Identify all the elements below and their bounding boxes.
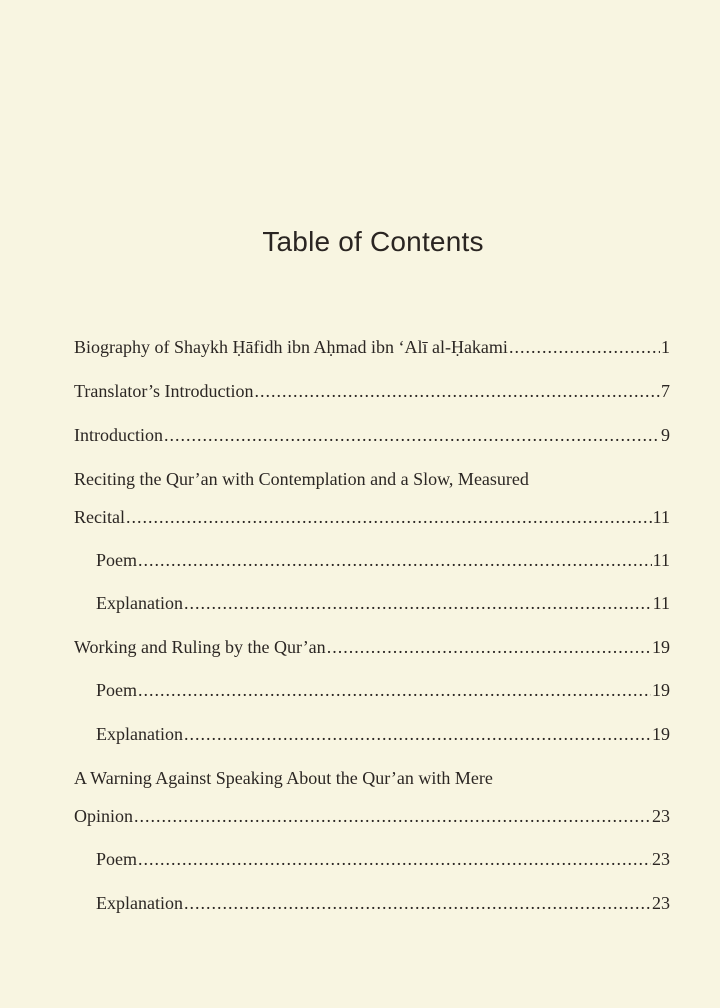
toc-page-number: 9 xyxy=(661,425,670,445)
toc-entry-label: Biography of Shaykh Ḥāfidh ibn Aḥmad ibn ‘Alī al-Ḥakami xyxy=(74,337,508,357)
toc-entry-working-and-ruling[interactable] xyxy=(74,637,670,663)
dot-leader xyxy=(134,806,651,827)
toc-entry-label: Recital xyxy=(74,507,125,527)
toc-entry-label: Explanation xyxy=(96,593,183,613)
toc-page-number: 1 xyxy=(661,337,670,357)
toc-entry-label: Introduction xyxy=(74,425,163,445)
dot-leader xyxy=(138,849,651,870)
toc-entry-translators-introduction[interactable] xyxy=(74,381,670,407)
toc-page-number: 7 xyxy=(661,381,670,401)
toc-entry-biography[interactable] xyxy=(74,337,670,363)
toc-subentry-explanation-1[interactable] xyxy=(96,593,670,619)
toc-page-number: 23 xyxy=(652,806,670,826)
toc-page-number: 19 xyxy=(652,724,670,744)
toc-entry-label: Opinion xyxy=(74,806,134,826)
dot-leader xyxy=(509,337,660,358)
toc-entry-reciting-line1[interactable]: Reciting the Qur’an with Contemplation and a Slow, Measured xyxy=(74,469,529,489)
dot-leader xyxy=(126,507,652,528)
toc-entry-label: Explanation xyxy=(96,893,183,913)
toc-page-number: 11 xyxy=(652,593,670,613)
toc-entry-label: Poem xyxy=(96,550,138,570)
dot-leader xyxy=(164,425,660,446)
toc-entry-label: Explanation xyxy=(96,724,183,744)
toc-page-number: 19 xyxy=(652,680,670,700)
toc-subentry-poem-1[interactable] xyxy=(96,550,670,576)
toc-subentry-explanation-2[interactable] xyxy=(96,724,670,750)
dot-leader xyxy=(255,381,661,402)
toc-subentry-explanation-3[interactable] xyxy=(96,893,670,919)
dot-leader xyxy=(184,893,651,914)
page-title: Table of Contents xyxy=(262,226,484,257)
toc-subentry-poem-3[interactable] xyxy=(96,849,670,875)
dot-leader xyxy=(138,550,652,571)
dot-leader xyxy=(138,680,651,701)
toc-page-number: 11 xyxy=(652,550,670,570)
toc-entry-warning[interactable] xyxy=(74,806,670,832)
dot-leader xyxy=(184,593,652,614)
toc-entry-warning-line1[interactable]: A Warning Against Speaking About the Qur’an with Mere xyxy=(74,768,493,788)
toc-page-number: 23 xyxy=(652,893,670,913)
toc-entry-introduction[interactable] xyxy=(74,425,670,451)
toc-entry-label: Translator’s Introduction xyxy=(74,381,254,401)
toc-entry-label: Working and Ruling by the Qur’an xyxy=(74,637,326,657)
toc-page-number: 19 xyxy=(652,637,670,657)
toc-entry-label: Poem xyxy=(96,849,138,869)
toc-entry-label: Poem xyxy=(96,680,138,700)
toc-page-number: 23 xyxy=(652,849,670,869)
toc-entry-reciting[interactable] xyxy=(74,507,670,533)
dot-leader xyxy=(184,724,651,745)
dot-leader xyxy=(327,637,651,658)
toc-page-number: 11 xyxy=(652,507,670,527)
toc-subentry-poem-2[interactable] xyxy=(96,680,670,706)
